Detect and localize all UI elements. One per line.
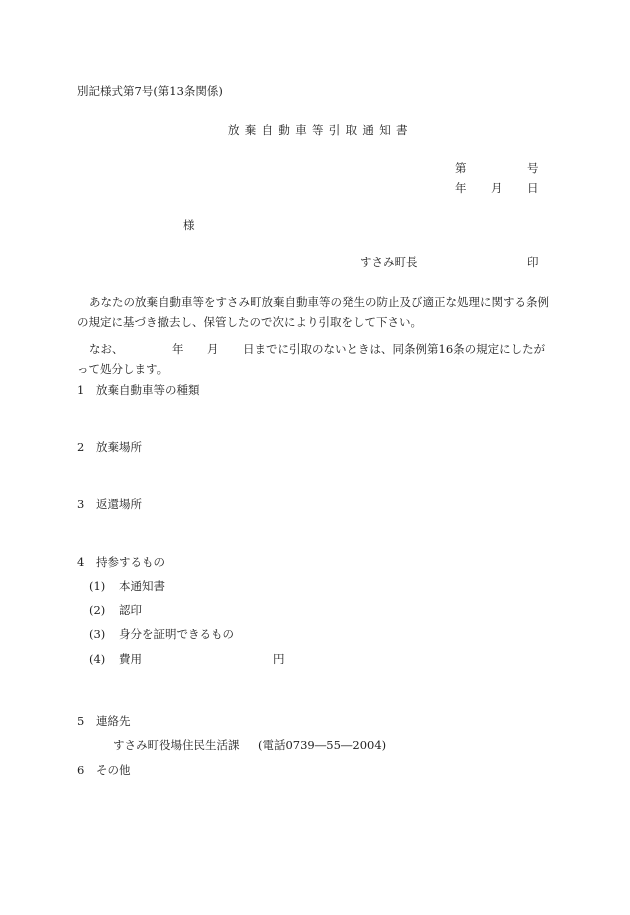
- doc-number-go: 号: [527, 161, 539, 175]
- bring-item-3-number: (3): [89, 627, 106, 641]
- bring-item-4-label: 費用: [119, 652, 142, 666]
- item-3-label: 返還場所: [96, 497, 142, 511]
- addressee-honorific: 様: [183, 218, 195, 232]
- bring-item-1-label: 本通知書: [119, 579, 165, 593]
- body-paragraph-1: あなたの放棄自動車等をすさみ町放棄自動車等の発生の防止及び適正な処理に関する条例の規定に基づき撤去し、保管したので次により引取をして下さい。: [77, 295, 549, 329]
- item-1-number: 1: [77, 383, 85, 397]
- bring-item-2-number: (2): [89, 603, 106, 617]
- body-para2-rest: 日までに引取のないときは、同条例第16条の規定にしたが: [243, 342, 546, 356]
- item-4-label: 持参するもの: [96, 555, 165, 569]
- item-5-number: 5: [77, 714, 85, 728]
- bring-item-2-label: 認印: [119, 603, 142, 617]
- item-6-number: 6: [77, 763, 85, 777]
- body-para2-year: 年: [172, 342, 184, 356]
- body-para2-line2: って処分します。: [77, 362, 169, 376]
- document-title: 放棄自動車等引取通知書: [228, 123, 413, 137]
- bring-item-3-label: 身分を証明できるもの: [119, 627, 234, 641]
- item-3-number: 3: [77, 497, 85, 511]
- contact-phone: (電話0739―55―2004): [258, 738, 387, 752]
- contact-office: すさみ町役場住民生活課: [113, 738, 240, 752]
- item-6-label: その他: [96, 763, 131, 777]
- body-para2-prefix: なお、: [89, 342, 124, 356]
- item-5-label: 連絡先: [96, 714, 131, 728]
- date-year: 年: [455, 181, 467, 195]
- sender-name: すさみ町長: [360, 255, 418, 269]
- item-2-label: 放棄場所: [96, 440, 142, 454]
- fee-unit: 円: [273, 652, 285, 666]
- date-month: 月: [491, 181, 503, 195]
- seal-mark: 印: [527, 255, 539, 269]
- body-para2-month: 月: [207, 342, 219, 356]
- form-reference: 別記様式第7号(第13条関係): [77, 84, 223, 98]
- item-1-label: 放棄自動車等の種類: [96, 383, 200, 397]
- bring-item-4-number: (4): [89, 652, 106, 666]
- doc-number-dai: 第: [455, 161, 467, 175]
- bring-item-1-number: (1): [89, 579, 106, 593]
- item-2-number: 2: [77, 440, 85, 454]
- date-day: 日: [527, 181, 539, 195]
- item-4-number: 4: [77, 555, 85, 569]
